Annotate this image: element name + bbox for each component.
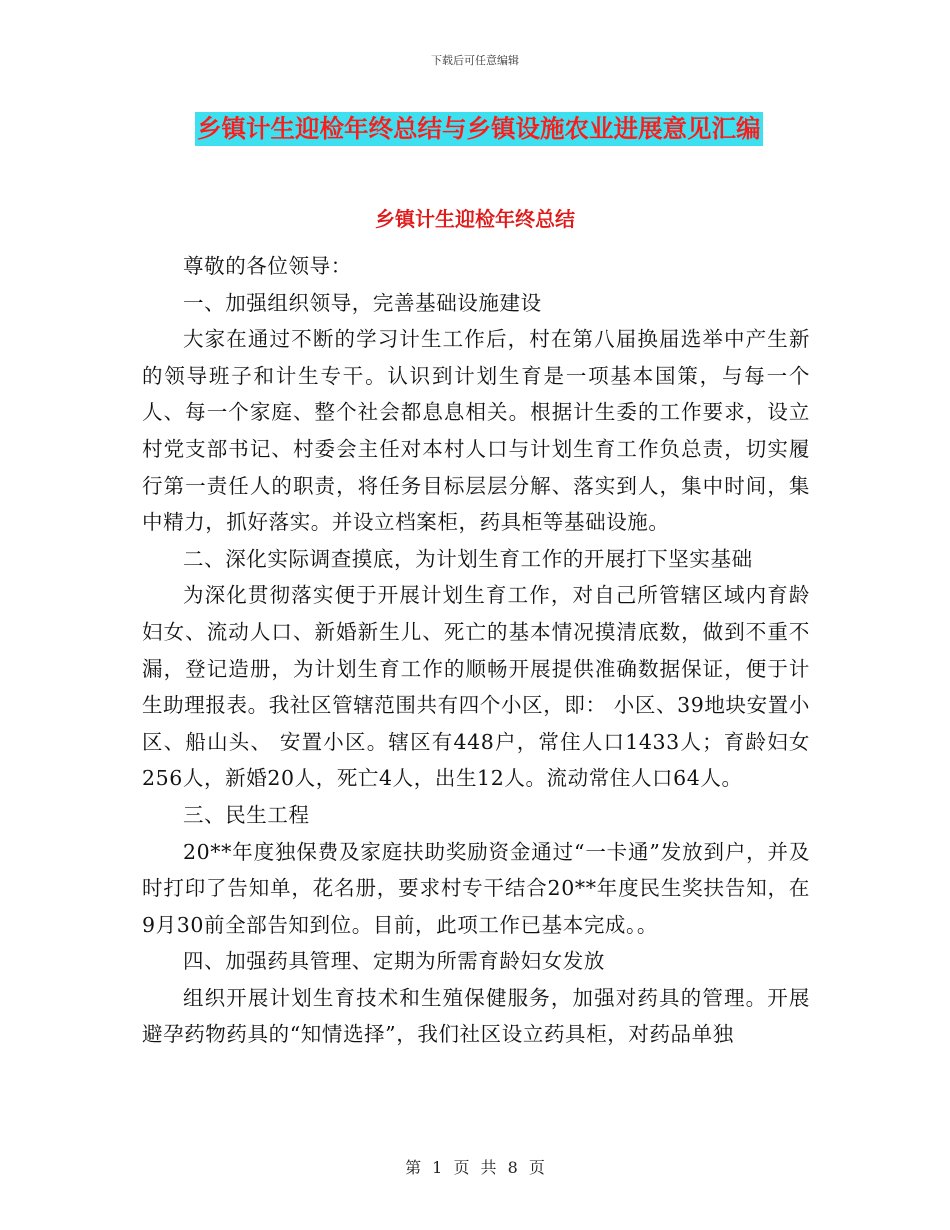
heading-4: 四、加强药具管理、定期为所需育龄妇女发放 <box>183 949 605 974</box>
paragraph-2: 为深化贯彻落实便于开展计划生育工作，对自己所管辖区域内育龄妇女、流动人口、新婚新生儿、死亡的基本情况摸清底数，做到不重不漏，登记造册，为计划生育工作的顺畅开展提供准确数据保证，便于计生助理报表。我社区管辖范围共有四个小区，即： 小区、39地块安置小区、船山头、 安置小区。辖区有448户，常住人口1433人；育龄妇女256人，新婚20人，死亡4人，出生12人。流动常住人口64人。 <box>142 583 810 791</box>
heading-3: 三、民生工程 <box>183 802 310 827</box>
heading-1: 一、加强组织领导，完善基础设施建设 <box>183 290 542 315</box>
paragraph-3: 20**年度独保费及家庭扶助奖励资金通过“一卡通”发放到户，并及时打印了告知单，花名册，要求村专干结合20**年度民生奖扶告知，在9月30前全部告知到位。目前，此项工作已基本完成。。 <box>142 839 810 937</box>
paragraph-1: 大家在通过不断的学习计生工作后，村在第八届换届选举中产生新的领导班子和计生专干。认识到计划生育是一项基本国策，与每一个人、每一个家庭、整个社会都息息相关。根据计生委的工作要求，设立村党支部书记、村委会主任对本村人口与计划生育工作负总责，切实履行第一责任人的职责，将任务目标层层分解、落实到人，集中时间，集中精力，抓好落实。并设立档案柜，药具柜等基础设施。 <box>142 327 810 535</box>
salutation: 尊敬的各位领导： <box>183 254 352 278</box>
heading-2: 二、深化实际调查摸底，为计划生育工作的开展打下坚实基础 <box>183 546 753 571</box>
section-title: 乡镇计生迎检年终总结 <box>375 207 575 231</box>
page-footer: 第 1 页 共 8 页 <box>405 1158 545 1177</box>
paragraph-4: 组织开展计划生育技术和生殖保健服务，加强对药具的管理。开展避孕药物药具的“知情选择”，我们社区设立药具柜，对药品单独 <box>142 985 810 1047</box>
document-body <box>142 248 810 1053</box>
header-note: 下载后可任意编辑 <box>431 54 519 67</box>
document-title: 乡镇计生迎检年终总结与乡镇设施农业进展意见汇编 <box>195 112 763 146</box>
